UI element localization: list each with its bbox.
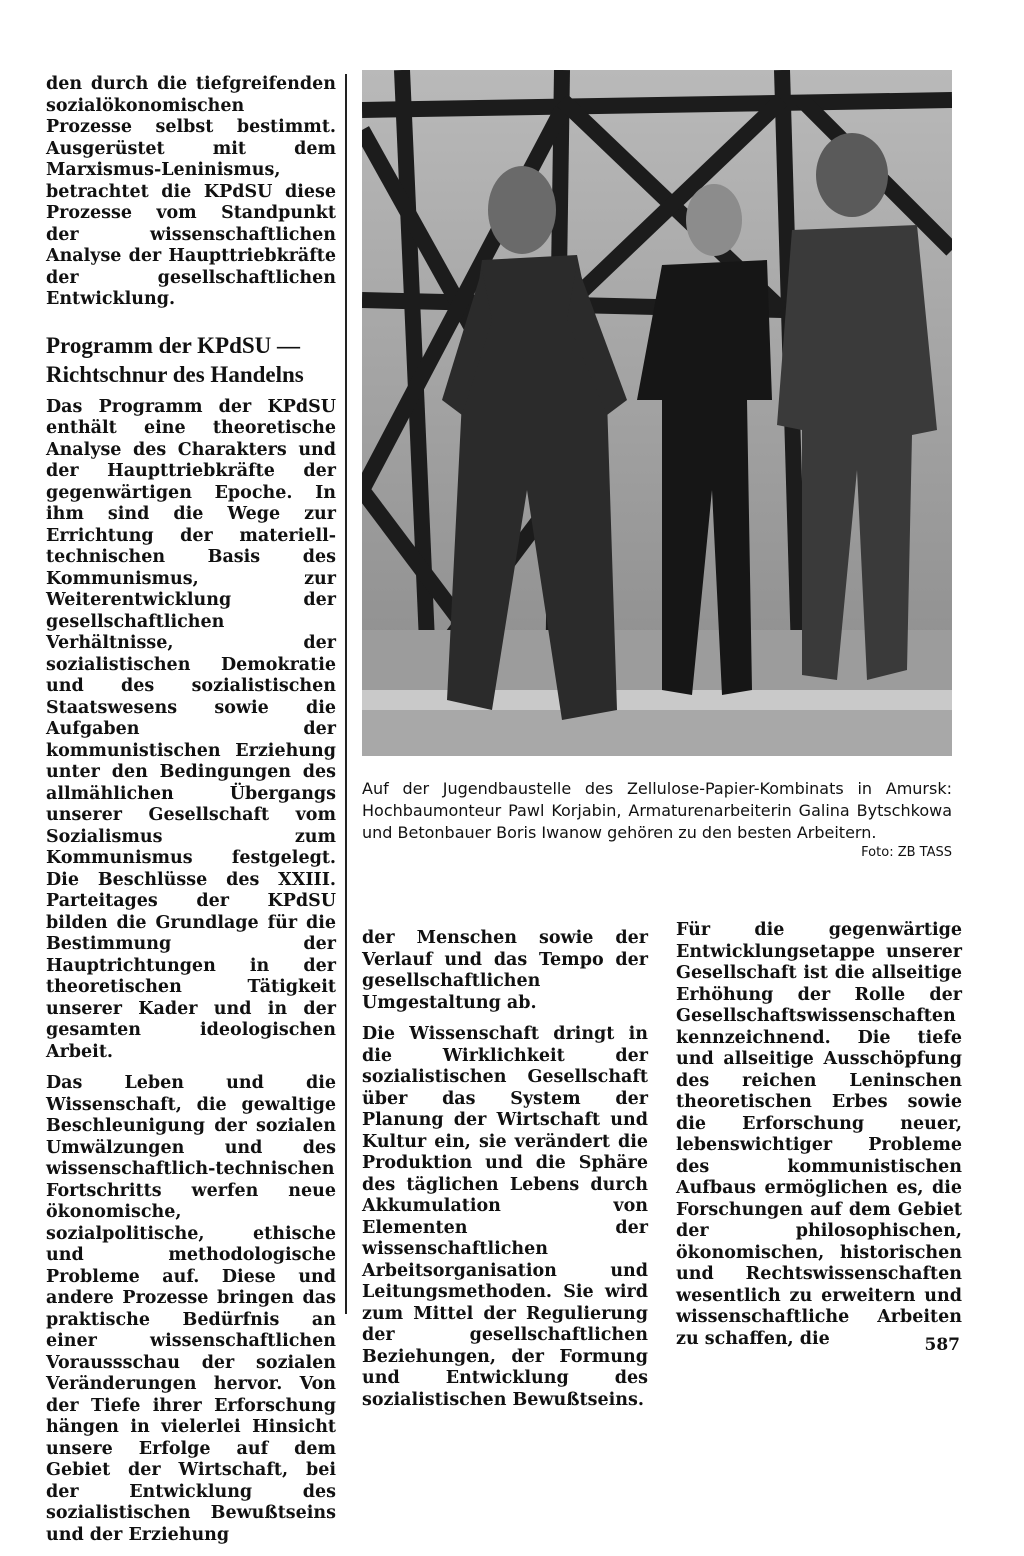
photograph [362, 70, 952, 756]
paragraph: Das Programm der KPdSU enthält eine theoretische Analyse des Charakters und der Haupttriebkräfte der gegenwärtigen Epoche. In ihm sind die Wege zur Errichtung der materiell-technischen Basis des Kommunismus, zur Weiterentwicklung der gesellschaftlichen Verhältnisse, der sozialistischen Demokratie und des sozialistischen Staatswesens sowie die Aufgaben der kommunistischen Erziehung unter den Bedingungen des allmählichen Übergangs unserer Gesellschaft vom Sozialismus zum Kommunismus festgelegt. Die Beschlüsse des XXIII. Parteitages der KPdSU bilden die Grundlage für die Bestimmung der Hauptrichtungen in der theoretischen Tätigkeit unserer Kader und in der gesamten ideologischen Arbeit. [46, 396, 336, 1062]
left-column [46, 74, 336, 1556]
paragraph: Für die gegenwärtige Entwicklungsetappe unserer Gesellschaft ist die allseitige Erhöhung der Rolle der Gesellschaftswissenschaften kennzeichnend. Die tiefe und allseitige Ausschöpfung des reichen Leninschen theoretischen Erbes sowie die Erforschung neuer, lebenswichtiger Probleme des kommunistischen Aufbaus ermöglichen es, die Forschungen auf dem Gebiet der philosophischen, ökonomischen, historischen und Rechtswissenschaften wesentlich zu erweitern und wissenschaftliche Arbeiten zu schaffen, die [676, 920, 962, 1349]
section-heading: Programm der KPdSU — Richtschnur des Handelns [46, 332, 304, 387]
column-rule [345, 74, 347, 1314]
photo-caption: Auf der Jugendbaustelle des Zellulose-Papier-Kombinats in Amursk: Hochbaumonteur Pawl Korjabin, Armaturenarbeiterin Galina Bytschkowa und Betonbauer Boris Iwanow gehören zu den besten Arbeitern. [362, 779, 952, 842]
paragraph: der Menschen sowie der Verlauf und das Tempo der gesellschaftlichen Umgestaltung ab. [362, 928, 648, 1013]
paragraph: den durch die tiefgreifenden sozialökonomischen Prozesse selbst bestimmt. Ausgerüstet mit dem Marxismus-Leninismus, betrachtet die KPdSU diese Prozesse vom Standpunkt der wissenschaftlichen Analyse der Haupttriebkräfte der gesellschaftlichen Entwicklung. [46, 74, 336, 309]
photo-illustration [362, 70, 952, 756]
page-number: 587 [924, 1335, 960, 1355]
paragraph: Das Leben und die Wissenschaft, die gewaltige Beschleunigung der sozialen Umwälzungen und des wissenschaftlich-technischen Fortschritts werfen neue ökonomische, sozialpolitische, ethische und methodologische Probleme auf. Diese und andere Prozesse bringen das praktische Bedürfnis an einer wissenschaftlichen Voraussschau der sozialen Veränderungen hervor. Von der Tiefe ihrer Erforschung hängen in vielerlei Hinsicht unsere Erfolge auf dem Gebiet der Wirtschaft, bei der Entwicklung des sozialistischen Bewußtseins und der Erziehung [46, 1073, 336, 1545]
middle-column [362, 928, 648, 1421]
right-column [676, 920, 962, 1360]
photo-credit: Foto: ZB TASS [861, 845, 952, 860]
paragraph: Die Wissenschaft dringt in die Wirklichkeit der sozialistischen Gesellschaft über das System der Planung der Wirtschaft und Kultur ein, sie verändert die Produktion und die Sphäre des täglichen Lebens durch Akkumulation von Elementen der wissenschaftlichen Arbeitsorganisation und Leitungsmethoden. Sie wird zum Mittel der Regulierung der gesellschaftlichen Beziehungen, der Formung und Entwicklung des sozialistischen Bewußtseins. [362, 1024, 648, 1410]
